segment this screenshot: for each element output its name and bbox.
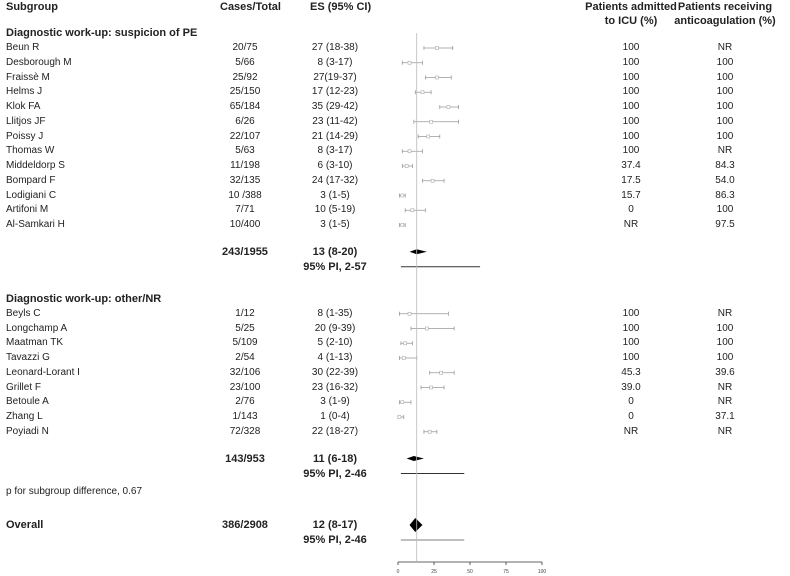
- study-es: 20 (9-39): [314, 322, 356, 334]
- study-anticoag: NR: [717, 42, 733, 53]
- study-icu: 45.3: [621, 366, 641, 378]
- study-anticoag: 37.1: [715, 411, 735, 422]
- study-anticoag: NR: [717, 307, 733, 319]
- study-es: 10 (5-19): [314, 204, 356, 216]
- x-axis-tick-label: 50: [467, 569, 473, 575]
- pooled-pi: 95% PI, 2-57: [303, 260, 367, 273]
- study-cases: 5/109: [232, 337, 258, 349]
- study-es: 3 (1-5): [320, 189, 350, 201]
- subgroup-title: Diagnostic work-up: suspicion of PE: [6, 27, 198, 39]
- study-es: 23 (11-42): [312, 115, 358, 127]
- point-estimate: [427, 135, 430, 138]
- point-estimate: [401, 224, 404, 227]
- study-cases: 22/107: [229, 130, 261, 142]
- study-name: Thomas W: [6, 145, 55, 157]
- study-anticoag: 100: [716, 337, 734, 349]
- study-anticoag: NR: [717, 145, 733, 157]
- study-icu: 100: [622, 115, 640, 127]
- study-name: Grillet F: [6, 381, 41, 393]
- point-estimate: [408, 312, 411, 315]
- study-cases: 20/75: [232, 42, 258, 53]
- study-icu: 100: [622, 56, 640, 68]
- study-es: 5 (2-10): [317, 337, 353, 349]
- study-anticoag: 39.6: [715, 366, 735, 378]
- study-name: Longchamp A: [6, 322, 68, 334]
- study-cases: 5/66: [235, 56, 255, 68]
- point-estimate: [425, 327, 428, 330]
- point-estimate: [430, 386, 433, 389]
- study-anticoag: 100: [716, 56, 734, 68]
- study-es: 8 (3-17): [317, 145, 353, 157]
- overall-cases: 386/2908: [222, 519, 268, 531]
- study-es: 8 (1-35): [317, 307, 353, 319]
- study-icu: 0: [628, 411, 634, 422]
- x-axis-tick-label: 0: [396, 569, 400, 575]
- study-name: Bompard F: [6, 174, 56, 186]
- study-icu: NR: [623, 219, 639, 230]
- study-name: Desborough M: [6, 56, 72, 68]
- point-estimate: [428, 430, 431, 433]
- study-name: Poissy J: [6, 130, 44, 142]
- header-icu-line1: Patients admitted: [585, 1, 677, 13]
- header-anticoag-line2: anticoagulation (%): [674, 15, 776, 27]
- point-estimate: [404, 342, 407, 345]
- study-name: Tavazzi G: [6, 352, 50, 363]
- study-cases: 7/71: [235, 204, 255, 216]
- study-anticoag: 100: [716, 204, 734, 216]
- study-cases: 23/100: [229, 381, 261, 393]
- study-icu: 100: [622, 130, 640, 142]
- point-estimate: [402, 357, 405, 360]
- overall-label: Overall: [6, 519, 44, 531]
- study-name: Beun R: [6, 42, 40, 53]
- x-axis-tick-label: 75: [503, 569, 509, 575]
- study-name: Al-Samkari H: [6, 219, 65, 230]
- study-name: Fraissè M: [6, 71, 50, 83]
- study-name: Klok FA: [6, 101, 41, 112]
- study-name: Betoule A: [6, 396, 49, 408]
- study-anticoag: 97.5: [715, 219, 735, 230]
- subgroup-title: Diagnostic work-up: other/NR: [6, 292, 162, 305]
- study-es: 22 (18-27): [311, 425, 359, 437]
- point-estimate: [421, 91, 424, 94]
- header-es: ES (95% CI): [310, 1, 372, 13]
- study-es: 27(19-37): [313, 71, 357, 83]
- study-name: Artifoni M: [6, 204, 49, 216]
- header-icu-line2: to ICU (%): [604, 15, 658, 27]
- study-es: 27 (18-38): [311, 42, 359, 53]
- study-es: 1 (0-4): [320, 411, 350, 422]
- study-name: Beyls C: [6, 307, 41, 319]
- header-subgroup: Subgroup: [6, 1, 58, 13]
- study-icu: 100: [622, 71, 640, 83]
- study-es: 8 (3-17): [317, 56, 353, 68]
- study-name: Middeldorp S: [6, 160, 65, 171]
- study-icu: 100: [622, 307, 640, 319]
- study-es: 24 (17-32): [311, 174, 359, 186]
- x-axis-tick-label: 100: [537, 569, 547, 575]
- study-anticoag: 86.3: [715, 189, 735, 201]
- point-estimate: [435, 47, 438, 50]
- point-estimate: [430, 120, 433, 123]
- pooled-cases: 243/1955: [222, 245, 268, 258]
- point-estimate: [440, 371, 443, 374]
- study-icu: 37.4: [621, 160, 641, 171]
- x-axis-tick-label: 25: [431, 569, 437, 575]
- study-es: 6 (3-10): [317, 160, 353, 171]
- study-cases: 25/92: [232, 71, 258, 83]
- study-icu: 15.7: [621, 189, 641, 201]
- header-cases-total: Cases/Total: [220, 1, 281, 13]
- study-cases: 2/76: [235, 396, 255, 408]
- overall-pi: 95% PI, 2-46: [303, 534, 367, 546]
- header-anticoag-line1: Patients receiving: [677, 1, 773, 13]
- study-icu: 39.0: [621, 381, 641, 393]
- study-es: 21 (14-29): [311, 130, 359, 142]
- study-anticoag: 84.3: [715, 160, 735, 171]
- pooled-es: 11 (6-18): [312, 452, 358, 465]
- study-icu: 0: [628, 204, 634, 216]
- point-estimate: [435, 76, 438, 79]
- study-icu: 100: [622, 101, 640, 112]
- study-anticoag: 100: [716, 71, 734, 83]
- study-icu: 100: [622, 322, 640, 334]
- pooled-diamond: [410, 249, 427, 254]
- pooled-cases: 143/953: [225, 452, 265, 465]
- study-cases: 1/12: [235, 307, 255, 319]
- study-es: 30 (22-39): [311, 366, 359, 378]
- point-estimate: [398, 416, 401, 419]
- study-name: Helms J: [6, 86, 43, 98]
- study-cases: 10/400: [229, 219, 261, 230]
- study-cases: 25/150: [229, 86, 261, 98]
- point-estimate: [405, 165, 408, 168]
- study-cases: 32/135: [229, 174, 261, 186]
- study-cases: 32/106: [229, 366, 261, 378]
- study-anticoag: 100: [716, 130, 734, 142]
- study-icu: 100: [622, 145, 640, 157]
- study-cases: 6/26: [235, 115, 255, 127]
- study-cases: 5/25: [235, 322, 255, 334]
- pooled-diamond: [407, 456, 424, 461]
- study-icu: 100: [622, 352, 640, 363]
- point-estimate: [401, 194, 404, 197]
- study-cases: 65/184: [229, 101, 261, 112]
- study-name: Poyiadi N: [6, 425, 49, 437]
- point-estimate: [401, 401, 404, 404]
- point-estimate: [411, 209, 414, 212]
- overall-es: 12 (8-17): [312, 519, 358, 531]
- study-anticoag: 100: [716, 352, 734, 363]
- study-anticoag: 54.0: [715, 174, 735, 186]
- study-name: Zhang L: [6, 411, 43, 422]
- overall-diamond: [410, 518, 423, 532]
- study-cases: 1/143: [232, 411, 258, 422]
- study-icu: 100: [622, 42, 640, 53]
- study-anticoag: NR: [717, 425, 733, 437]
- study-cases: 72/328: [229, 425, 261, 437]
- point-estimate: [431, 179, 434, 182]
- study-name: Leonard-Lorant I: [6, 366, 80, 378]
- study-anticoag: 100: [716, 101, 734, 112]
- study-es: 35 (29-42): [311, 101, 359, 112]
- study-anticoag: 100: [716, 115, 734, 127]
- point-estimate: [408, 150, 411, 153]
- point-estimate: [408, 61, 411, 64]
- study-icu: 0: [628, 396, 634, 408]
- study-es: 23 (16-32): [311, 381, 359, 393]
- study-cases: 11/198: [230, 160, 260, 171]
- study-name: Llitjos JF: [6, 115, 46, 127]
- study-name: Maatman TK: [6, 337, 64, 349]
- study-anticoag: 100: [716, 86, 734, 98]
- study-icu: 17.5: [621, 174, 641, 186]
- study-icu: NR: [623, 425, 639, 437]
- study-cases: 5/63: [235, 145, 255, 157]
- study-es: 3 (1-9): [320, 396, 350, 408]
- study-anticoag: NR: [717, 381, 733, 393]
- study-es: 4 (1-13): [317, 352, 353, 363]
- study-anticoag: 100: [716, 322, 734, 334]
- study-icu: 100: [622, 86, 640, 98]
- pooled-es: 13 (8-20): [312, 245, 358, 258]
- study-icu: 100: [622, 337, 640, 349]
- study-name: Lodigiani C: [6, 189, 57, 201]
- pooled-pi: 95% PI, 2-46: [303, 467, 367, 480]
- study-cases: 2/54: [235, 352, 255, 363]
- study-es: 3 (1-5): [320, 219, 350, 230]
- study-anticoag: NR: [717, 396, 733, 408]
- subgroup-difference-note: p for subgroup difference, 0.67: [6, 486, 143, 497]
- study-cases: 10 /388: [228, 189, 262, 201]
- point-estimate: [447, 106, 450, 109]
- study-es: 17 (12-23): [311, 86, 359, 98]
